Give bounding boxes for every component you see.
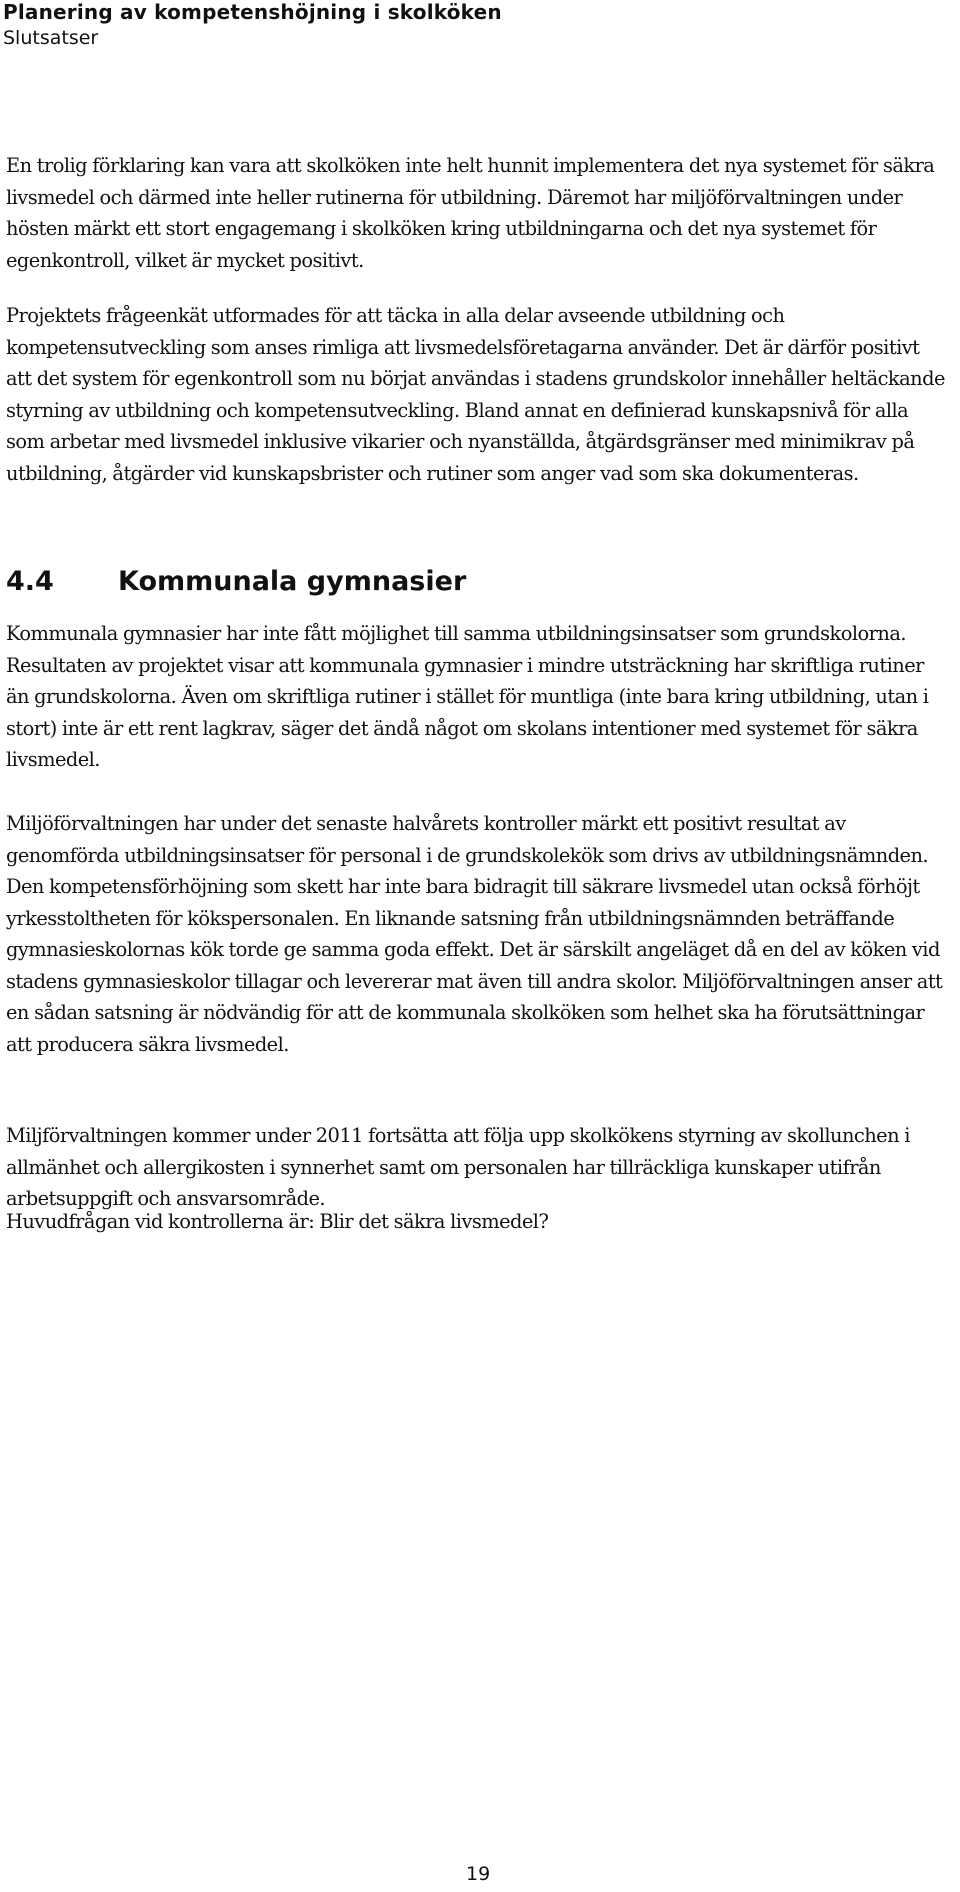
paragraph: Kommunala gymnasier har inte fått möjlighet till samma utbildningsinsatser som grundskolorna. Resultaten av projektet visar att kommunala gymnasier i mindre utsträckning har skriftliga rutiner än grundskolorna. Även om skriftliga rutiner i stället för muntliga (inte bara kring utbildning, utan i stort) inte är ett rent lagkrav, säger det ändå något om skolans intentioner med systemet för säkra livsmedel. bbox=[6, 622, 929, 771]
section-heading bbox=[6, 565, 950, 599]
paragraph: Miljförvaltningen kommer under 2011 fortsätta att följa upp skolkökens styrning av skollunchen i allmänhet och allergikosten i synnerhet samt om personalen har tillräckliga kunskaper utifrån arbetsuppgift och ansvarsområde. bbox=[6, 1124, 910, 1210]
document-title: Planering av kompetenshöjning i skolköken bbox=[3, 0, 502, 24]
page-number: 19 bbox=[466, 1863, 491, 1885]
section-number: 4.4 bbox=[6, 566, 54, 597]
paragraph: Huvudfrågan vid kontrollerna är: Blir det säkra livsmedel? bbox=[6, 1210, 549, 1233]
paragraph: Projektets frågeenkät utformades för att täcka in alla delar avseende utbildning och kompetensutveckling som anses rimliga att livsmedelsföretagarna använder. Det är därför positivt att det system för egenkontroll som nu börjat användas i stadens grundskolor innehåller heltäckande styrning av utbildning och kompetensutveckling. Bland annat en definierad kunskapsnivå för alla som arbetar med livsmedel inklusive vikarier och nyanställda, åtgärdsgränser med minimikrav på utbildning, åtgärder vid kunskapsbrister och rutiner som anger vad som ska dokumenteras. bbox=[6, 304, 945, 485]
paragraph: Miljöförvaltningen har under det senaste halvårets kontroller märkt ett positivt resultat av genomförda utbildningsinsatser för personal i de grundskolekök som drivs av utbildningsnämnden. Den kompetensförhöjning som skett har inte bara bidragit till säkrare livsmedel utan också förhöjt yrkesstoltheten för kökspersonalen. En liknande satsning från utbildningsnämnden beträffande gymnasieskolornas kök torde ge samma goda effekt. Det är särskilt angeläget då en del av köken vid stadens gymnasieskolor tillagar och levererar mat även till andra skolor. Miljöförvaltningen anser att en sådan satsning är nödvändig för att de kommunala skolköken som helhet ska ha förutsättningar att producera säkra livsmedel. bbox=[6, 812, 943, 1056]
paragraph: En trolig förklaring kan vara att skolköken inte helt hunnit implementera det nya systemet för säkra livsmedel och därmed inte heller rutinerna för utbildning. Däremot har miljöförvaltningen under hösten märkt ett stort engagemang i skolköken kring utbildningarna och det nya systemet för egenkontroll, vilket är mycket positivt. bbox=[6, 154, 935, 272]
chapter-subtitle: Slutsatser bbox=[3, 27, 99, 49]
section-title: Kommunala gymnasier bbox=[118, 566, 467, 597]
